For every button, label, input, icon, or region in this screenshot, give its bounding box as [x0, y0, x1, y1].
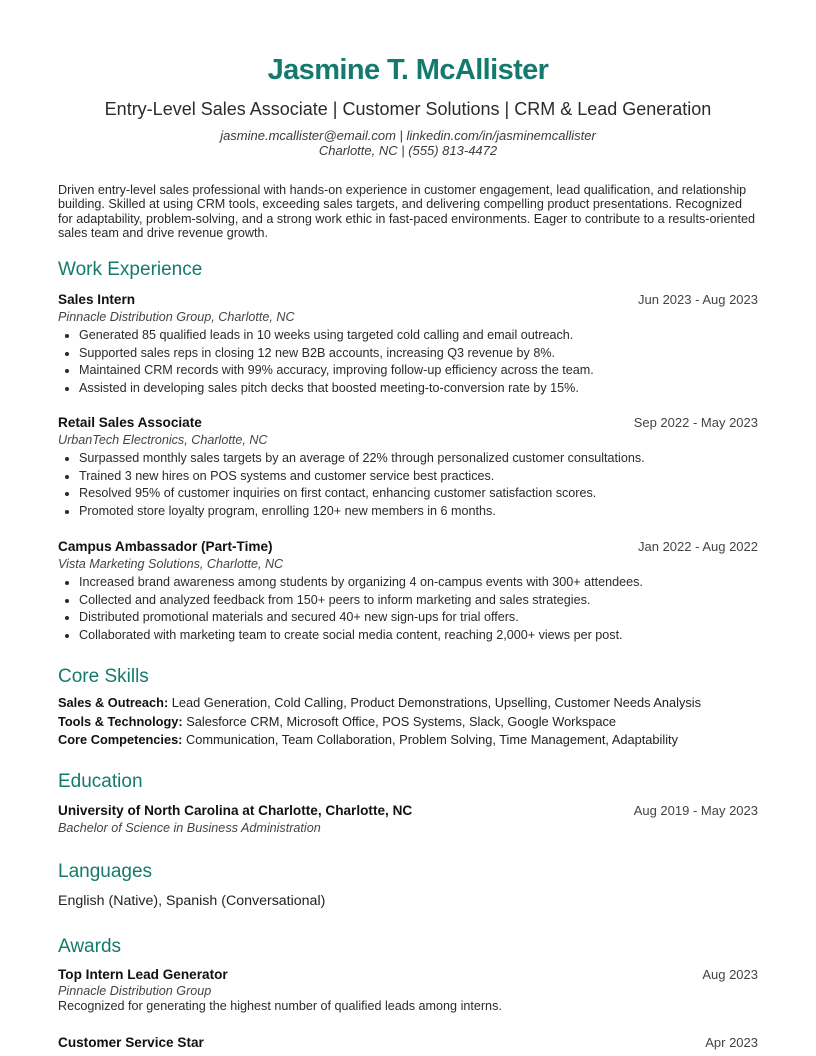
job-title: Retail Sales Associate [58, 415, 202, 430]
section-title-core-skills: Core Skills [58, 666, 149, 687]
award-date: Apr 2023 [705, 1035, 758, 1050]
work-experience-section [58, 258, 758, 282]
job-company: UrbanTech Electronics, Charlotte, NC [58, 433, 268, 447]
job-bullets [58, 574, 758, 644]
award-description: Recognized for generating the highest number of qualified leads among interns. [58, 999, 502, 1013]
candidate-tagline: Entry-Level Sales Associate | Customer Solutions | CRM & Lead Generation [104, 99, 712, 119]
job-title: Campus Ambassador (Part-Time) [58, 539, 273, 554]
skill-line [58, 713, 758, 732]
job-bullets [58, 450, 758, 520]
list-item: • Supported sales reps in closing 12 new B2B accounts, increasing Q3 revenue by 8%. [79, 345, 758, 363]
skill-category: Tools & Technology: [58, 713, 183, 729]
skill-values: Salesforce CRM, Microsoft Office, POS Systems, Slack, Google Workspace [182, 713, 616, 729]
section-title-awards: Awards [58, 936, 122, 957]
education-dates: Aug 2019 - May 2023 [633, 803, 758, 818]
professional-summary: Driven entry-level sales professional with hands-on experience in customer engagement, lead qualification, and relationship building. Skilled at using CRM tools, exceeding sales targets, and delivering compelling product presentations. Recognized for adaptability, problem-solving, and a strong work ethic in fast-paced environments. Eager to contribute to a results-oriented sales team and drive revenue growth. [58, 183, 755, 241]
education-section [58, 770, 758, 837]
degree: Bachelor of Science in Business Administration [58, 821, 321, 835]
section-title-languages: Languages [58, 861, 153, 882]
job-company: Pinnacle Distribution Group, Charlotte, NC [58, 310, 295, 324]
job-dates: Jun 2023 - Aug 2023 [638, 292, 758, 307]
school-name: University of North Carolina at Charlotte, Charlotte, NC [58, 803, 413, 818]
list-item: • Distributed promotional materials and secured 40+ new sign-ups for trial offers. [79, 609, 758, 627]
languages-section [58, 860, 758, 910]
award-title: Customer Service Star [58, 1035, 204, 1050]
skill-category: Sales & Outreach: [58, 695, 169, 710]
contact-line-location-phone: Charlotte, NC | (555) 813-4472 [318, 143, 498, 158]
skill-values: Lead Generation, Cold Calling, Product Demonstrations, Upselling, Customer Needs Analysis [168, 695, 702, 710]
contact-line-email-linkedin: jasmine.mcallister@email.com | linkedin.com/in/jasminemcallister [220, 128, 596, 143]
skill-line [58, 694, 758, 713]
languages-list: English (Native), Spanish (Conversational) [58, 893, 326, 909]
list-item: • Trained 3 new hires on POS systems and customer service best practices. [79, 468, 758, 486]
section-title-work-experience: Work Experience [58, 259, 203, 280]
list-item: • Generated 85 qualified leads in 10 weeks using targeted cold calling and email outreach. [79, 327, 758, 345]
job-dates: Jan 2022 - Aug 2022 [638, 539, 758, 554]
section-title-education: Education [58, 771, 143, 792]
awards-section [58, 935, 758, 1052]
skill-category: Core Competencies: [58, 732, 183, 748]
award-date: Aug 2023 [702, 967, 758, 982]
job-entry [58, 291, 758, 397]
job-entry [58, 538, 758, 644]
list-item: • Maintained CRM records with 99% accuracy, improving follow-up efficiency across the team. [79, 362, 758, 380]
award-organization: Pinnacle Distribution Group [58, 984, 212, 998]
list-item: • Collaborated with marketing team to create social media content, reaching 2,000+ views per post. [79, 627, 758, 645]
list-item: • Resolved 95% of customer inquiries on first contact, enhancing customer satisfaction scores. [79, 485, 758, 503]
award-title: Top Intern Lead Generator [58, 967, 228, 982]
list-item: • Collected and analyzed feedback from 150+ peers to inform marketing and sales strategies. [79, 592, 758, 610]
core-skills-section [58, 665, 758, 750]
candidate-name: Jasmine T. McAllister [267, 54, 549, 86]
skill-line [58, 731, 758, 750]
list-item: • Surpassed monthly sales targets by an average of 22% through personalized customer consultations. [79, 450, 758, 468]
job-company: Vista Marketing Solutions, Charlotte, NC [58, 557, 284, 571]
skill-values: Communication, Team Collaboration, Problem Solving, Time Management, Adaptability [182, 732, 678, 748]
job-entry [58, 414, 758, 520]
job-dates: Sep 2022 - May 2023 [633, 415, 758, 430]
list-item: • Increased brand awareness among students by organizing 4 on-campus events with 300+ attendees. [79, 574, 758, 592]
job-title: Sales Intern [58, 292, 136, 307]
job-bullets [58, 327, 758, 397]
list-item: • Assisted in developing sales pitch decks that boosted meeting-to-conversion rate by 15%. [79, 380, 758, 398]
list-item: • Promoted store loyalty program, enrolling 120+ new members in 6 months. [79, 503, 758, 521]
